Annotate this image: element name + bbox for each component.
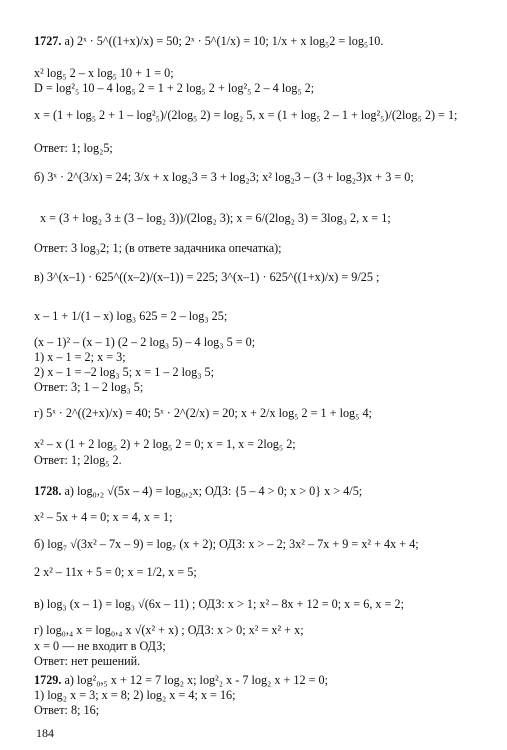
line-1727a-discriminant: D = log²₅ 10 – 4 log₅ 2 = 1 + 2 log₅ 2 + log²₅ 2 – 4 log₅ 2; [34, 81, 315, 95]
line-1728b-equation: б) log₇ √(3x² – 7x – 9) = log₇ (x + 2); ОДЗ: x > – 2; 3x² – 7x + 9 = x² + 4x + 4; [34, 537, 419, 551]
line-1728b-roots: 2 x² – 11x + 5 = 0; x = 1/2, x = 5; [34, 565, 197, 579]
line-1727a-answer: Ответ: 1; log₂5; [34, 141, 113, 155]
exercise-number: 1728. [34, 484, 62, 498]
line-1727b-equation: б) 3ˣ · 2^(3/x) = 24; 3/x + x log₂3 = 3 + log₂3; x² log₂3 – (3 + log₂3)x + 3 = 0; [34, 170, 414, 184]
line-1728v-equation: в) log₃ (x – 1) = log₃ √(6x – 11) ; ОДЗ: x > 1; x² – 8x + 12 = 0; x = 6, x = 2; [34, 597, 404, 611]
line-1727v-case-1: 1) x – 1 = 2; x = 3; [34, 350, 126, 364]
page-number: 184 [36, 726, 54, 740]
exercise-number: 1729. [34, 673, 62, 687]
line-1727a-quadratic: x² log₅ 2 – x log₅ 10 + 1 = 0; [34, 66, 174, 80]
line-1728a-roots: x² – 5x + 4 = 0; x = 4, x = 1; [34, 510, 173, 524]
line-1727v-equation: в) 3^(x–1) · 625^((x–2)/(x–1)) = 225; 3^(x–1) · 625^((1+x)/x) = 9/25 ; [34, 270, 380, 284]
line-1729a-equation: 1729. а) log²₀,₅ x + 12 = 7 log₂ x; log²₂ x - 7 log₂ x + 12 = 0; [34, 673, 329, 687]
line-1727v-quadratic: (x – 1)² – (x – 1) (2 – 2 log₃ 5) – 4 log₃ 5 = 0; [34, 335, 256, 349]
line-1728a-equation: 1728. а) log₀,₂ √(5x – 4) = log₀,₂x; ОДЗ: {5 – 4 > 0; x > 0} x > 4/5; [34, 484, 363, 498]
line-1727v-case-2: 2) x – 1 = –2 log₃ 5; x = 1 – 2 log₃ 5; [34, 365, 215, 379]
line-1728g-note: x = 0 — не входит в ОДЗ; [34, 639, 166, 653]
line-1727g-equation: г) 5ˣ · 2^((2+x)/x) = 40; 5ˣ · 2^(2/x) = 20; x + 2/x log₅ 2 = 1 + log₅ 4; [34, 406, 372, 420]
line-1729a-answer: Ответ: 8; 16; [34, 703, 100, 717]
line-1727b-answer: Ответ: 3 log₃2; 1; (в ответе задачника опечатка); [34, 241, 282, 255]
line-1727g-answer: Ответ: 1; 2log₅ 2. [34, 453, 122, 467]
line-1727v-answer: Ответ: 3; 1 – 2 log₃ 5; [34, 380, 144, 394]
line-1727a-equation: 1727. а) 2ˣ · 5^((1+x)/x) = 50; 2ˣ · 5^(1/x) = 10; 1/x + x log₅2 = log₅10. [34, 34, 384, 48]
exercise-number: 1727. [34, 34, 62, 48]
line-1727g-quadratic: x² – x (1 + 2 log₅ 2) + 2 log₅ 2 = 0; x = 1, x = 2log₅ 2; [34, 437, 296, 451]
line-1727a-roots: x = (1 + log₅ 2 + 1 – log²₅)/(2log₅ 2) = log₂ 5, x = (1 + log₅ 2 – 1 + log²₅)/(2log₅ 2) = 1; [34, 108, 458, 122]
line-1728g-answer: Ответ: нет решений. [34, 654, 141, 668]
line-1727v-log-form: x – 1 + 1/(1 – x) log₃ 625 = 2 – log₃ 25; [34, 309, 228, 323]
line-1727b-roots: x = (3 + log₂ 3 ± (3 – log₂ 3))/(2log₂ 3); x = 6/(2log₂ 3) = 3log₃ 2, x = 1; [40, 211, 391, 225]
line-1728g-equation: г) log₀,₄ x = log₀,₄ x √(x² + x) ; ОДЗ: x > 0; x² = x² + x; [34, 623, 304, 637]
line-1729a-cases: 1) log₂ x = 3; x = 8; 2) log₂ x = 4; x = 16; [34, 688, 236, 702]
